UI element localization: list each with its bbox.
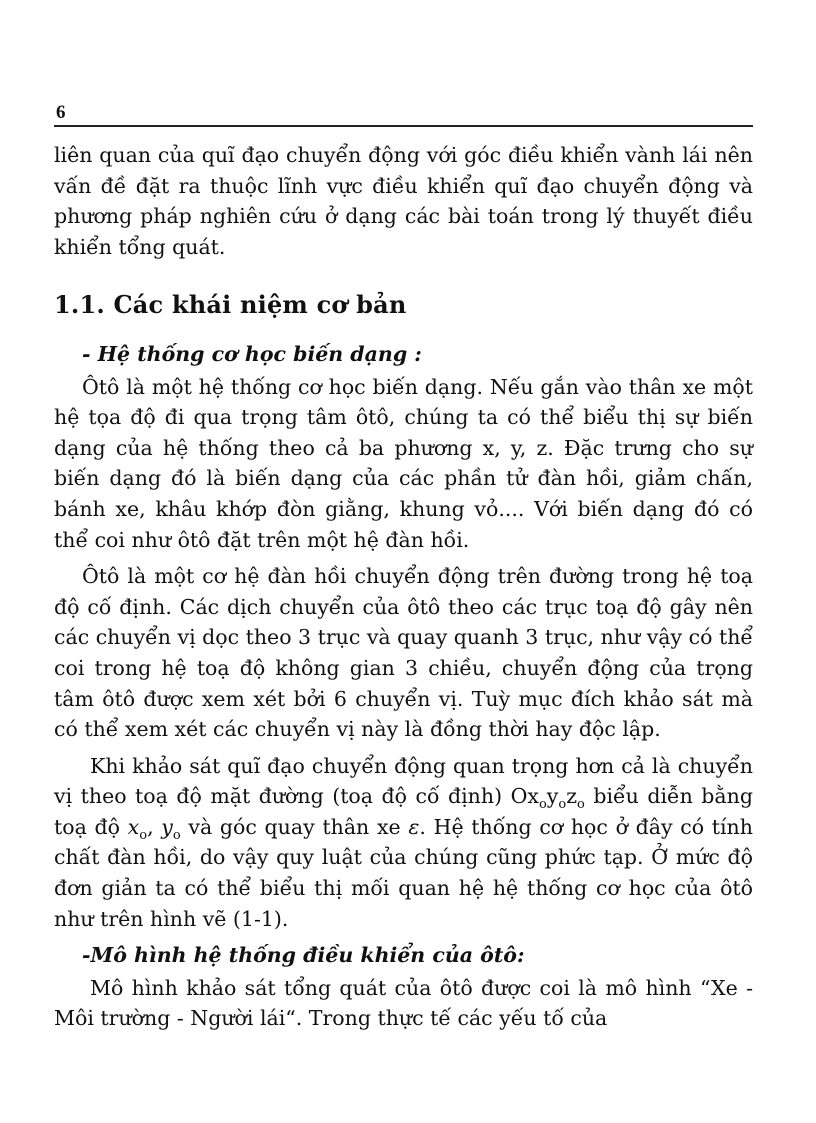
paragraph-model: Mô hình khảo sát tổng quát của ôtô được coi là mô hình “Xe - Môi trường - Người lái“. Trong thực tế các yếu tố của: [54, 975, 753, 1031]
paragraph-trajectory: Khi khảo sát quĩ đạo chuyển động quan trọng hơn cả là chuyển vị theo toạ độ mặt đường (toạ độ cố định) $Ox_oy_oz_o$ biểu diễn bằng toạ độ $x_o$, $y_o$ và góc quay thân xe ε. Hệ thống cơ học ở đây có tính chất đàn hồi, do vậy quy luật của chúng cũng phức tạp. Ở mức độ đơn giản ta có thể biểu thị mối quan hệ hệ thống cơ học của ôtô như trên hình vẽ (1-1).: [54, 753, 753, 931]
paragraph-elastic-system: Ôtô là một cơ hệ đàn hồi chuyển động trên đường trong hệ toạ độ cố định. Các dịch chuyển của ôtô theo các trục toạ độ gây nên các chuyển vị dọc theo 3 trục và quay quanh 3 trục, như vậy có thể coi trong hệ toạ độ không gian 3 chiều, chuyển động của trọng tâm ôtô được xem xét bởi 6 chuyển vị. Tuỳ mục đích khảo sát mà có thể xem xét các chuyển vị này là đồng thời hay độc lập.: [54, 564, 754, 742]
body-text: [54, 140, 753, 1034]
document-page: [54, 0, 753, 1123]
subheading-control-model: -Mô hình hệ thống điều khiển của ôtô:: [82, 943, 525, 968]
paragraph-deformation: Ôtô là một hệ thống cơ học biến dạng. Nếu gắn vào thân xe một hệ tọa độ đi qua trọng tâm ôtô, chúng ta có thể biểu thị sự biến dạng của hệ thống theo cả ba phương x, y, z. Đặc trưng cho sự biến dạng đó là biến dạng của các phần tử đàn hồi, giảm chấn, bánh xe, khâu khớp đòn giằng, khung vỏ.... Với biến dạng đó có thể coi như ôtô đặt trên một hệ đàn hồi.: [54, 374, 753, 552]
section-heading: 1.1. Các khái niệm cơ bản: [54, 290, 407, 320]
subheading-mechanical-system: - Hệ thống cơ học biến dạng :: [82, 341, 422, 366]
page-number: 6: [56, 102, 66, 123]
paragraph-continuation: liên quan của quĩ đạo chuyển động với góc điều khiển vành lái nên vấn đề đặt ra thuộc lĩnh vực điều khiển quĩ đạo chuyển động và phương pháp nghiên cứu ở dạng các bài toán trong lý thuyết điều khiển tổng quát.: [54, 143, 753, 259]
header-rule: [54, 125, 753, 127]
